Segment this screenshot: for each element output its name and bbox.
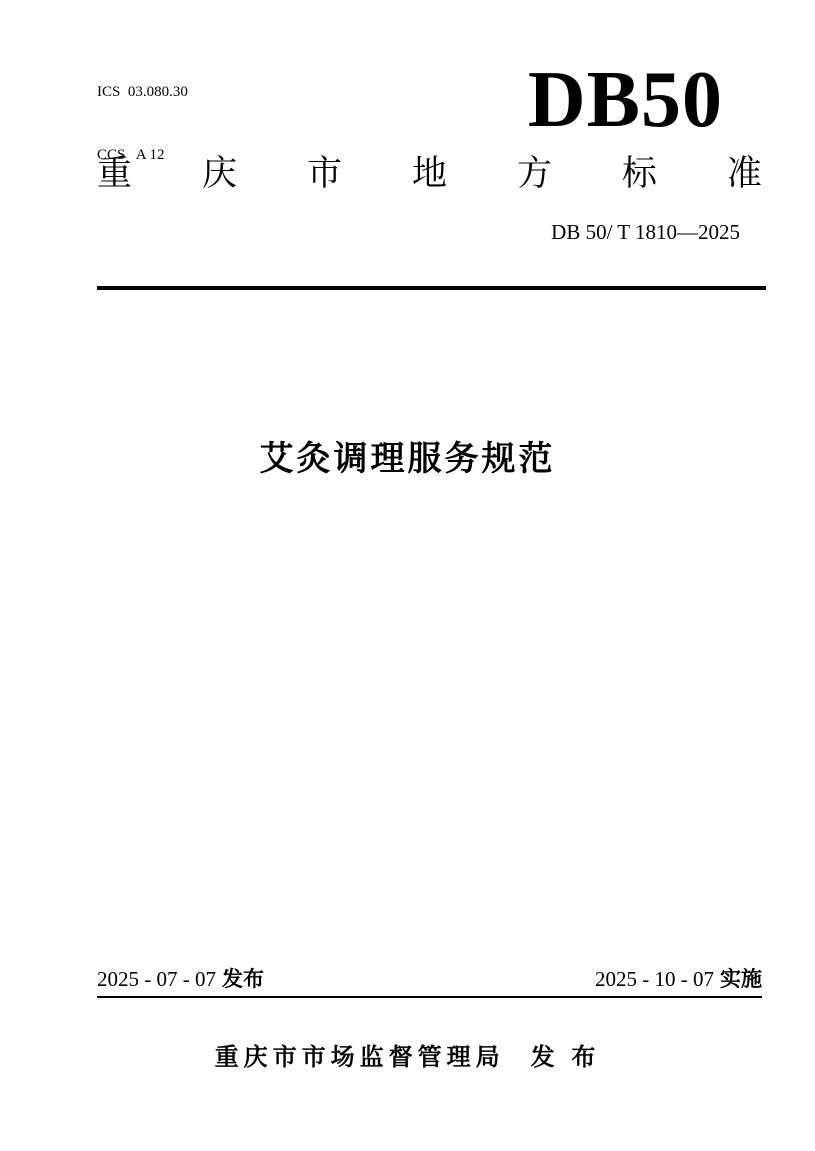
standard-type-title <box>97 155 762 194</box>
standard-type-char: 标 <box>621 154 657 193</box>
publisher-name: 重庆市市场监督管理局 <box>214 1044 505 1071</box>
release-label: 发布 <box>222 968 264 991</box>
dates-row <box>97 966 762 998</box>
release-date: 2025 - 07 - 07 <box>97 967 216 991</box>
divider-rule <box>97 286 766 290</box>
standard-type-char: 庆 <box>201 154 237 193</box>
release-date-group <box>97 966 264 993</box>
publish-label: 发 布 <box>530 1044 601 1071</box>
implementation-date-group <box>595 966 762 993</box>
document-title: 艾灸调理服务规范 <box>259 440 556 478</box>
ics-code: ICS 03.080.30 <box>97 84 188 100</box>
standard-type-char: 方 <box>516 154 552 193</box>
implementation-label: 实施 <box>720 968 762 991</box>
standard-type-char: 地 <box>411 154 447 193</box>
db50-logo: DB50 <box>527 56 723 144</box>
standard-type-char: 准 <box>726 154 762 193</box>
implementation-date: 2025 - 10 - 07 <box>595 967 714 991</box>
standard-type-char: 市 <box>306 154 342 193</box>
ccs-code: CCS A 12 <box>97 147 165 163</box>
doc-number: DB 50/ T 1810—2025 <box>551 220 740 244</box>
publisher-row <box>0 1044 815 1073</box>
standard-type-char: 重 <box>97 154 133 193</box>
